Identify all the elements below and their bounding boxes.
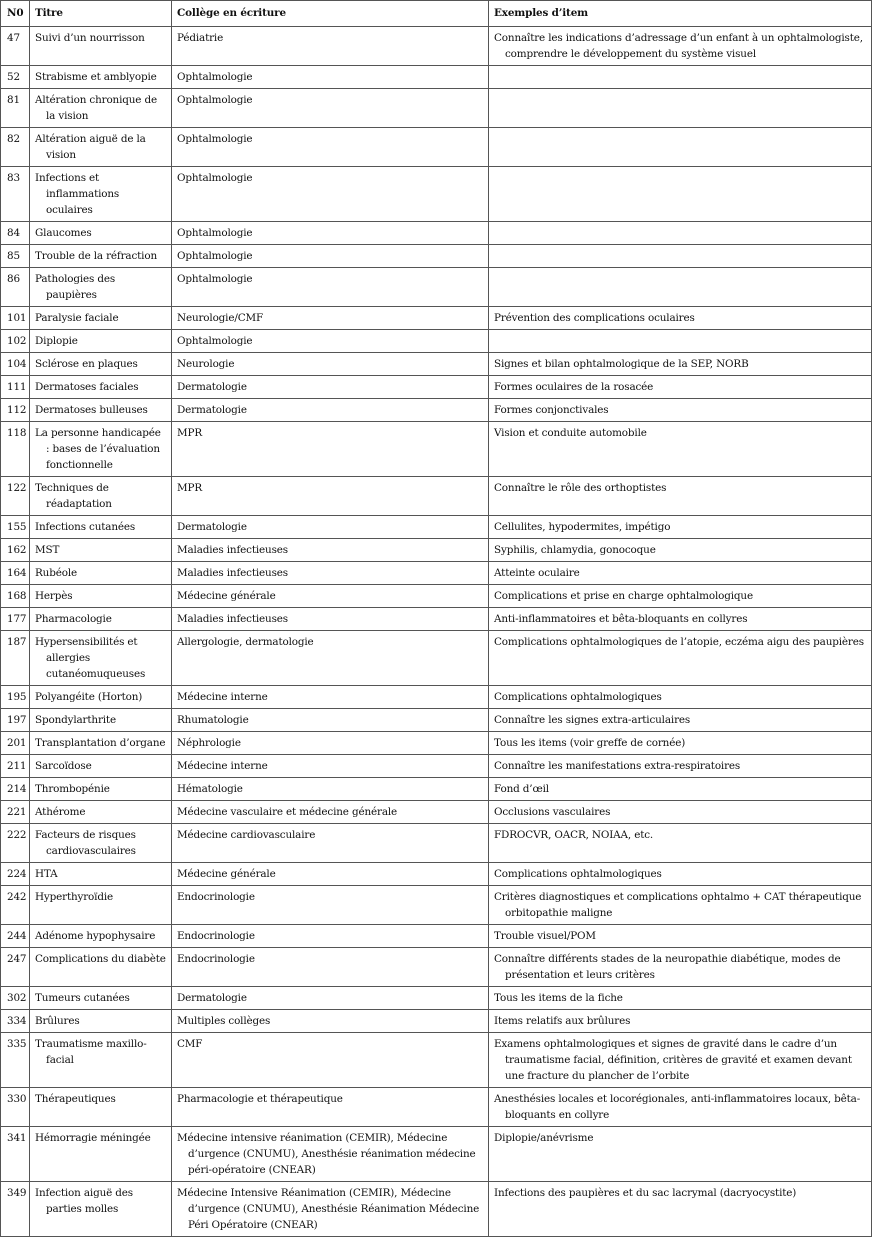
table-row	[1, 1033, 872, 1088]
cell-number: 164	[1, 562, 30, 585]
cell-college: Médecine interne	[172, 755, 489, 778]
table-row	[1, 128, 872, 167]
cell-number: 302	[1, 987, 30, 1010]
cell-college: CMF	[172, 1033, 489, 1088]
cell-exemple: Tous les items (voir greffe de cornée)	[489, 732, 872, 755]
cell-college: Médecine vasculaire et médecine générale	[172, 801, 489, 824]
table-row	[1, 516, 872, 539]
cell-number: 222	[1, 824, 30, 863]
cell-exemple: Atteinte oculaire	[489, 562, 872, 585]
table-row	[1, 330, 872, 353]
table-row	[1, 245, 872, 268]
cell-exemple: Items relatifs aux brûlures	[489, 1010, 872, 1033]
cell-college: Ophtalmologie	[172, 89, 489, 128]
table-row	[1, 948, 872, 987]
cell-titre: Sarcoïdose	[30, 755, 172, 778]
cell-exemple: Complications ophtalmologiques	[489, 863, 872, 886]
cell-college: Endocrinologie	[172, 925, 489, 948]
cell-exemple	[489, 66, 872, 89]
table-row	[1, 477, 872, 516]
cell-titre: La personne handicapée : bases de l’évaluation fonctionnelle	[30, 422, 172, 477]
cell-titre: Techniques de réadaptation	[30, 477, 172, 516]
cell-college: Ophtalmologie	[172, 222, 489, 245]
cell-college: Ophtalmologie	[172, 167, 489, 222]
cell-titre: Diplopie	[30, 330, 172, 353]
cell-titre: Tumeurs cutanées	[30, 987, 172, 1010]
cell-number: 201	[1, 732, 30, 755]
cell-titre: Hémorragie méningée	[30, 1127, 172, 1182]
table-row	[1, 222, 872, 245]
table-row	[1, 167, 872, 222]
cell-exemple: Connaître le rôle des orthoptistes	[489, 477, 872, 516]
header-college: Collège en écriture	[172, 1, 489, 27]
header-number: N0	[1, 1, 30, 27]
cell-college: Médecine générale	[172, 585, 489, 608]
cell-titre: Pharmacologie	[30, 608, 172, 631]
cell-exemple: Complications ophtalmologiques de l’atopie, eczéma aigu des paupières	[489, 631, 872, 686]
cell-titre: Paralysie faciale	[30, 307, 172, 330]
cell-college: Dermatologie	[172, 399, 489, 422]
cell-titre: Complications du diabète	[30, 948, 172, 987]
cell-titre: Spondylarthrite	[30, 709, 172, 732]
table-row	[1, 399, 872, 422]
cell-exemple: Anti-inflammatoires et bêta-bloquants en collyres	[489, 608, 872, 631]
cell-exemple: Critères diagnostiques et complications ophtalmo + CAT thérapeutique orbitopathie maligne	[489, 886, 872, 925]
cell-number: 224	[1, 863, 30, 886]
table-row	[1, 778, 872, 801]
cell-number: 52	[1, 66, 30, 89]
table-row	[1, 66, 872, 89]
cell-exemple: Signes et bilan ophtalmologique de la SEP, NORB	[489, 353, 872, 376]
cell-number: 341	[1, 1127, 30, 1182]
cell-number: 47	[1, 27, 30, 66]
cell-number: 335	[1, 1033, 30, 1088]
table-row	[1, 824, 872, 863]
table-row	[1, 539, 872, 562]
cell-number: 112	[1, 399, 30, 422]
cell-titre: Hypersensibilités et allergies cutanéomuqueuses	[30, 631, 172, 686]
cell-college: MPR	[172, 422, 489, 477]
cell-titre: Facteurs de risques cardiovasculaires	[30, 824, 172, 863]
cell-titre: Sclérose en plaques	[30, 353, 172, 376]
cell-college: Allergologie, dermatologie	[172, 631, 489, 686]
cell-titre: Thérapeutiques	[30, 1088, 172, 1127]
cell-titre: MST	[30, 539, 172, 562]
cell-exemple: Examens ophtalmologiques et signes de gravité dans le cadre d’un traumatisme facial, définition, critères de gravité et examen devant une fracture du plancher de l’orbite	[489, 1033, 872, 1088]
cell-number: 111	[1, 376, 30, 399]
cell-number: 349	[1, 1182, 30, 1237]
table-header-row	[1, 1, 872, 27]
cell-exemple: Trouble visuel/POM	[489, 925, 872, 948]
cell-exemple: Fond d’œil	[489, 778, 872, 801]
header-exemples: Exemples d’item	[489, 1, 872, 27]
cell-exemple: Vision et conduite automobile	[489, 422, 872, 477]
cell-titre: Traumatisme maxillo-facial	[30, 1033, 172, 1088]
table-row	[1, 987, 872, 1010]
cell-college: Dermatologie	[172, 516, 489, 539]
cell-titre: Athérome	[30, 801, 172, 824]
cell-exemple: Formes oculaires de la rosacée	[489, 376, 872, 399]
cell-number: 82	[1, 128, 30, 167]
table-row	[1, 1010, 872, 1033]
table-row	[1, 307, 872, 330]
cell-number: 247	[1, 948, 30, 987]
cell-number: 101	[1, 307, 30, 330]
cell-number: 81	[1, 89, 30, 128]
cell-number: 86	[1, 268, 30, 307]
cell-college: MPR	[172, 477, 489, 516]
table-row	[1, 709, 872, 732]
table-row	[1, 1088, 872, 1127]
cell-college: Néphrologie	[172, 732, 489, 755]
cell-number: 85	[1, 245, 30, 268]
cell-college: Ophtalmologie	[172, 330, 489, 353]
cell-titre: Infections cutanées	[30, 516, 172, 539]
cell-college: Maladies infectieuses	[172, 539, 489, 562]
cell-college: Médecine générale	[172, 863, 489, 886]
cell-titre: Herpès	[30, 585, 172, 608]
cell-college: Rhumatologie	[172, 709, 489, 732]
cell-titre: Adénome hypophysaire	[30, 925, 172, 948]
cell-number: 221	[1, 801, 30, 824]
cell-college: Maladies infectieuses	[172, 608, 489, 631]
table-row	[1, 353, 872, 376]
cell-number: 242	[1, 886, 30, 925]
cell-exemple: Syphilis, chlamydia, gonocoque	[489, 539, 872, 562]
table-row	[1, 1127, 872, 1182]
cell-titre: Transplantation d’organe	[30, 732, 172, 755]
table-row	[1, 732, 872, 755]
cell-number: 197	[1, 709, 30, 732]
cell-college: Maladies infectieuses	[172, 562, 489, 585]
table-row	[1, 562, 872, 585]
cell-number: 177	[1, 608, 30, 631]
cell-exemple: FDROCVR, OACR, NOIAA, etc.	[489, 824, 872, 863]
cell-college: Neurologie	[172, 353, 489, 376]
cell-exemple	[489, 330, 872, 353]
cell-exemple: Cellulites, hypodermites, impétigo	[489, 516, 872, 539]
cell-titre: Pathologies des paupières	[30, 268, 172, 307]
cell-exemple: Tous les items de la fiche	[489, 987, 872, 1010]
cell-number: 195	[1, 686, 30, 709]
cell-exemple	[489, 245, 872, 268]
cell-exemple	[489, 222, 872, 245]
cell-number: 187	[1, 631, 30, 686]
cell-number: 211	[1, 755, 30, 778]
cell-exemple: Diplopie/anévrisme	[489, 1127, 872, 1182]
table-row	[1, 27, 872, 66]
cell-exemple: Complications ophtalmologiques	[489, 686, 872, 709]
cell-college: Ophtalmologie	[172, 268, 489, 307]
cell-exemple: Prévention des complications oculaires	[489, 307, 872, 330]
cell-exemple	[489, 89, 872, 128]
cell-number: 244	[1, 925, 30, 948]
cell-titre: Glaucomes	[30, 222, 172, 245]
table-row	[1, 755, 872, 778]
cell-number: 334	[1, 1010, 30, 1033]
cell-college: Endocrinologie	[172, 886, 489, 925]
cell-college: Endocrinologie	[172, 948, 489, 987]
cell-number: 168	[1, 585, 30, 608]
cell-titre: Rubéole	[30, 562, 172, 585]
cell-number: 104	[1, 353, 30, 376]
cell-college: Ophtalmologie	[172, 66, 489, 89]
cell-titre: Thrombopénie	[30, 778, 172, 801]
table-row	[1, 1182, 872, 1237]
cell-number: 330	[1, 1088, 30, 1127]
cell-number: 118	[1, 422, 30, 477]
table-row	[1, 422, 872, 477]
cell-number: 83	[1, 167, 30, 222]
cell-college: Médecine interne	[172, 686, 489, 709]
cell-exemple: Occlusions vasculaires	[489, 801, 872, 824]
cell-college: Médecine Intensive Réanimation (CEMIR), Médecine d’urgence (CNUMU), Anesthésie Réanimation Médecine Péri Opératoire (CNEAR)	[172, 1182, 489, 1237]
cell-college: Pédiatrie	[172, 27, 489, 66]
cell-college: Pharmacologie et thérapeutique	[172, 1088, 489, 1127]
cell-titre: Dermatoses bulleuses	[30, 399, 172, 422]
cell-number: 155	[1, 516, 30, 539]
cell-exemple	[489, 128, 872, 167]
cell-exemple	[489, 167, 872, 222]
cell-exemple: Infections des paupières et du sac lacrymal (dacryocystite)	[489, 1182, 872, 1237]
cell-number: 84	[1, 222, 30, 245]
cell-titre: Polyangéite (Horton)	[30, 686, 172, 709]
header-titre: Titre	[30, 1, 172, 27]
cell-college: Multiples collèges	[172, 1010, 489, 1033]
cell-titre: Hyperthyroïdie	[30, 886, 172, 925]
table-row	[1, 686, 872, 709]
cell-college: Médecine cardiovasculaire	[172, 824, 489, 863]
cell-college: Ophtalmologie	[172, 128, 489, 167]
cell-college: Dermatologie	[172, 376, 489, 399]
cell-college: Neurologie/CMF	[172, 307, 489, 330]
cell-exemple: Formes conjonctivales	[489, 399, 872, 422]
table-row	[1, 631, 872, 686]
cell-titre: HTA	[30, 863, 172, 886]
table-row	[1, 89, 872, 128]
table-row	[1, 925, 872, 948]
cell-college: Hématologie	[172, 778, 489, 801]
cell-number: 214	[1, 778, 30, 801]
cell-titre: Infections et inflammations oculaires	[30, 167, 172, 222]
cell-exemple: Anesthésies locales et locorégionales, anti-inflammatoires locaux, bêta-bloquants en collyre	[489, 1088, 872, 1127]
table-row	[1, 863, 872, 886]
cell-college: Ophtalmologie	[172, 245, 489, 268]
cell-exemple: Complications et prise en charge ophtalmologique	[489, 585, 872, 608]
table-row	[1, 801, 872, 824]
cell-exemple: Connaître différents stades de la neuropathie diabétique, modes de présentation et leurs critères	[489, 948, 872, 987]
cell-titre: Trouble de la réfraction	[30, 245, 172, 268]
table-row	[1, 608, 872, 631]
table-row	[1, 886, 872, 925]
cell-college: Dermatologie	[172, 987, 489, 1010]
cell-titre: Strabisme et amblyopie	[30, 66, 172, 89]
cell-titre: Dermatoses faciales	[30, 376, 172, 399]
cell-number: 122	[1, 477, 30, 516]
cell-exemple: Connaître les signes extra-articulaires	[489, 709, 872, 732]
cell-titre: Altération chronique de la vision	[30, 89, 172, 128]
cell-college: Médecine intensive réanimation (CEMIR), Médecine d’urgence (CNUMU), Anesthésie réanimation médecine péri-opératoire (CNEAR)	[172, 1127, 489, 1182]
cell-exemple	[489, 268, 872, 307]
cell-number: 162	[1, 539, 30, 562]
table-row	[1, 585, 872, 608]
cell-exemple: Connaître les indications d’adressage d’un enfant à un ophtalmologiste, comprendre le développement du système visuel	[489, 27, 872, 66]
cell-exemple: Connaître les manifestations extra-respiratoires	[489, 755, 872, 778]
cell-titre: Suivi d’un nourrisson	[30, 27, 172, 66]
table-row	[1, 376, 872, 399]
cell-number: 102	[1, 330, 30, 353]
cell-titre: Infection aiguë des parties molles	[30, 1182, 172, 1237]
table-row	[1, 268, 872, 307]
cell-titre: Brûlures	[30, 1010, 172, 1033]
cell-titre: Altération aiguë de la vision	[30, 128, 172, 167]
